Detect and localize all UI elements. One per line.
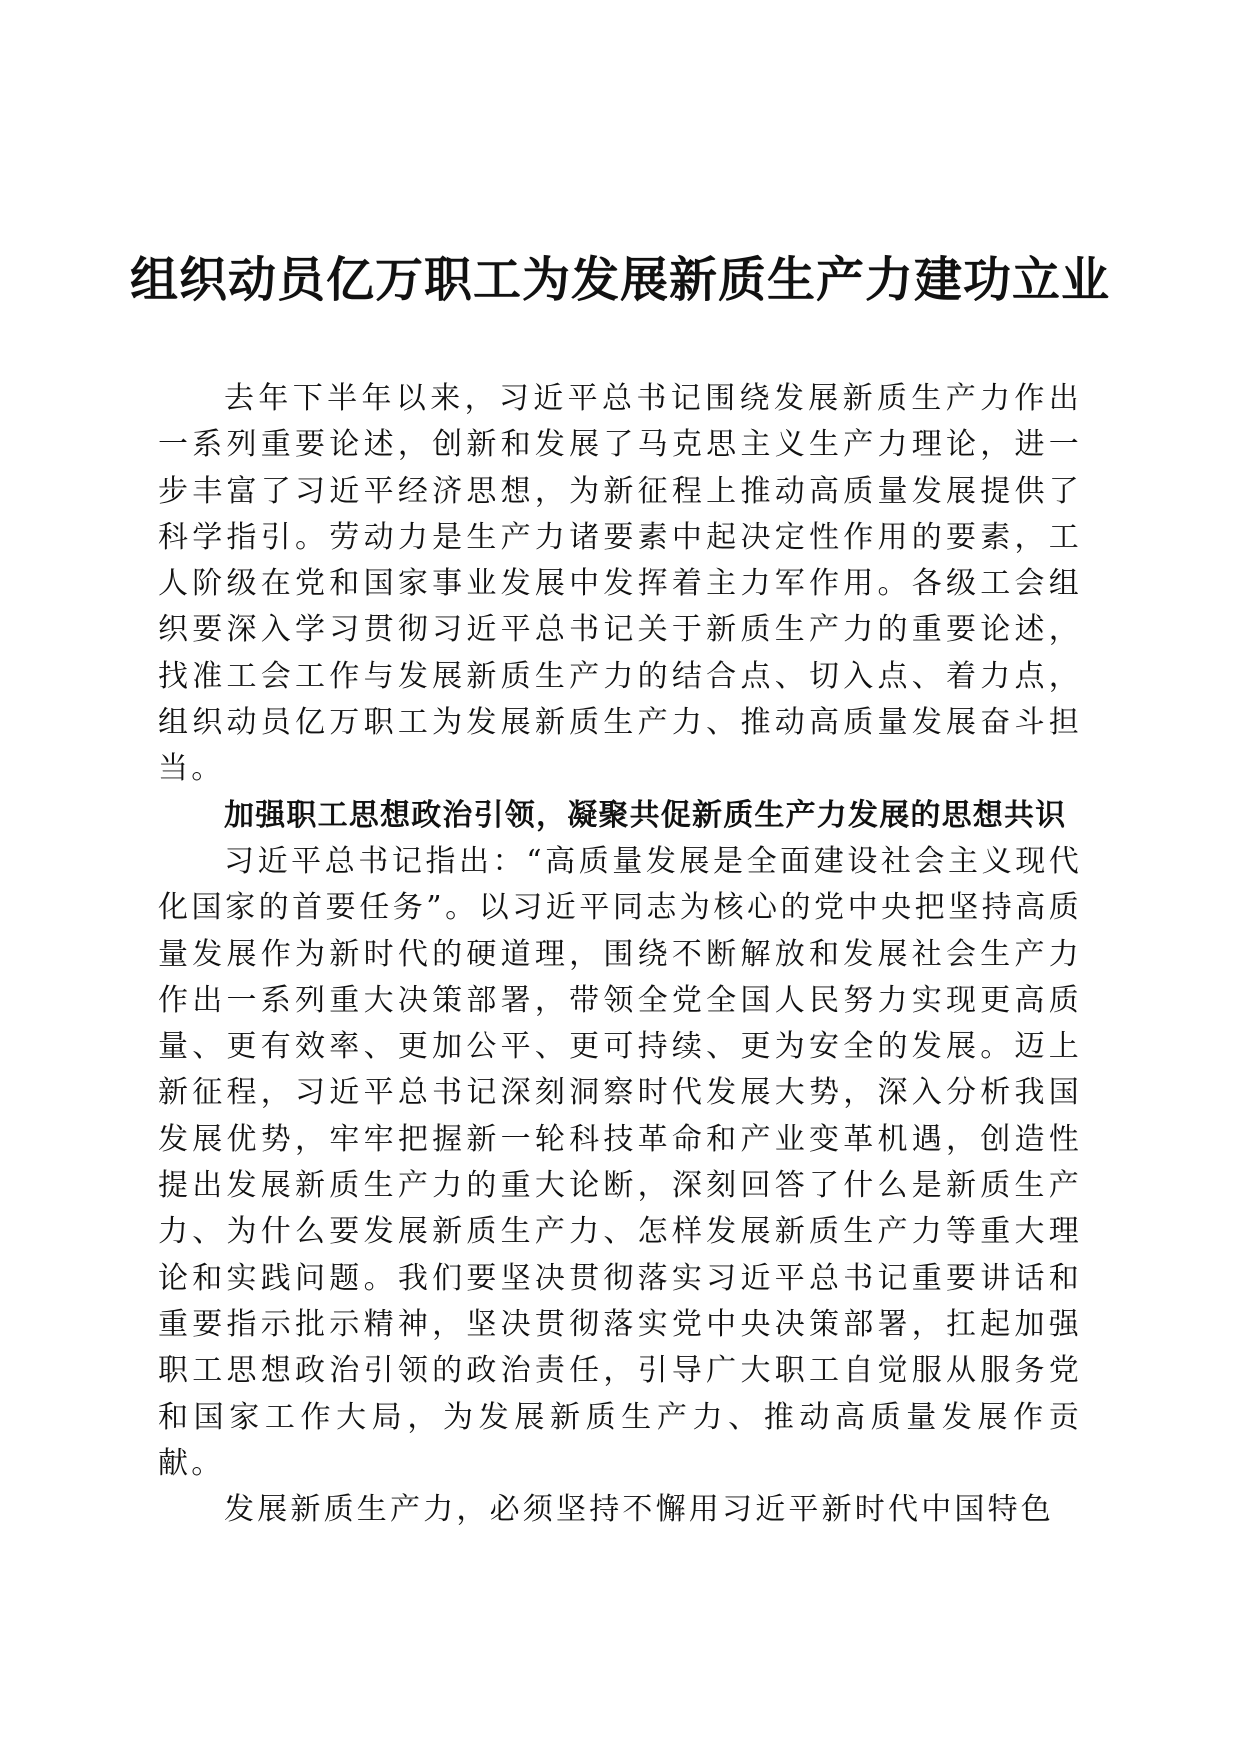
body-paragraph: 习近平总书记指出：“高质量发展是全面建设社会主义现代化国家的首要任务”。以习近平同志为核心的党中央把坚持高质量发展作为新时代的硬道理，围绕不断解放和发展社会生产力作出一系列重大决策部署，带领全党全国人民努力实现更高质量、更有效率、更加公平、更可持续、更为安全的发展。迈上新征程，习近平总书记深刻洞察时代发展大势，深入分析我国发展优势，牢牢把握新一轮科技革命和产业变革机遇，创造性提出发展新质生产力的重大论断，深刻回答了什么是新质生产力、为什么要发展新质生产力、怎样发展新质生产力等重大理论和实践问题。我们要坚决贯彻落实习近平总书记重要讲话和重要指示批示精神，坚决贯彻落实党中央决策部署，扛起加强职工思想政治引领的政治责任，引导广大职工自觉服从服务党和国家工作大局，为发展新质生产力、推动高质量发展作贡献。 xyxy=(158,843,1082,1481)
document-title: 组织动员亿万职工为发展新质生产力建功立业 xyxy=(129,252,1110,308)
section-heading: 加强职工思想政治引领，凝聚共促新质生产力发展的思想共识 xyxy=(224,797,1067,833)
intro-paragraph: 去年下半年以来，习近平总书记围绕发展新质生产力作出一系列重要论述，创新和发展了马克思主义生产力理论，进一步丰富了习近平经济思想，为新征程上推动高质量发展提供了科学指引。劳动力是生产力诸要素中起决定性作用的要素，工人阶级在党和国家事业发展中发挥着主力军作用。各级工会组织要深入学习贯彻习近平总书记关于新质生产力的重要论述，找准工会工作与发展新质生产力的结合点、切入点、着力点，组织动员亿万职工为发展新质生产力、推动高质量发展奋斗担当。 xyxy=(158,381,1082,787)
body-paragraph-continued: 发展新质生产力，必须坚持不懈用习近平新时代中国特色 xyxy=(224,1492,1054,1528)
document-body xyxy=(158,376,1082,1533)
